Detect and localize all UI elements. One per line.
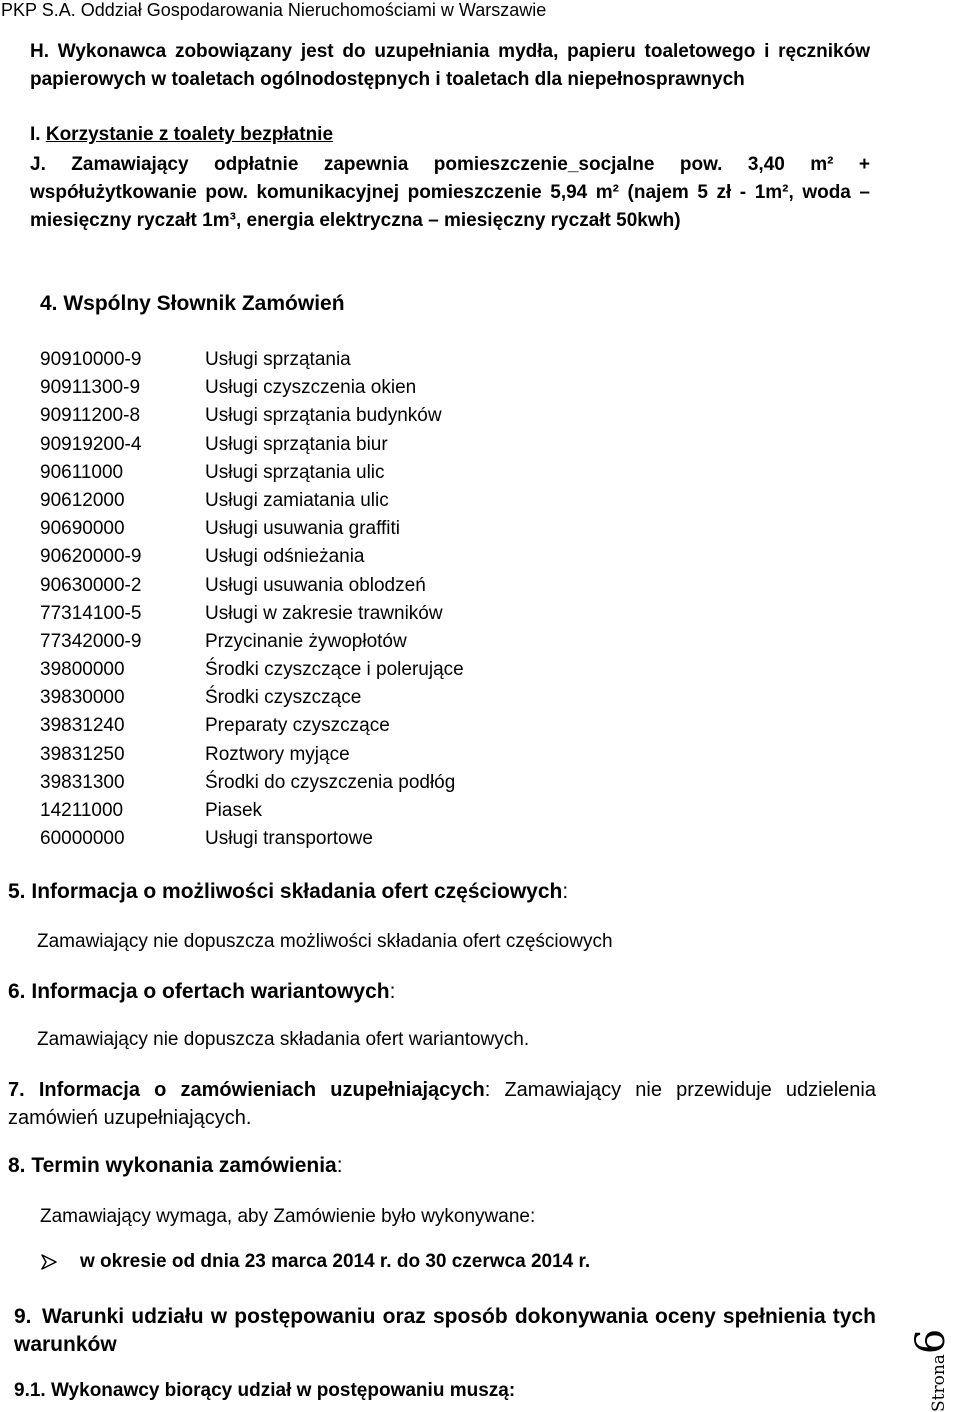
section-7-title: Informacja o zamówieniach uzupełniających [38,1079,485,1101]
cpv-row [40,684,464,712]
section-4-heading: 4. Wspólny Słownik Zamówień [40,292,345,315]
section-h [30,38,870,94]
cpv-row [40,402,464,430]
section-5-num: 5. [8,880,26,903]
section-i-text: Korzystanie z toalety bezpłatnie [45,124,334,145]
page-number-mark [908,1300,960,1412]
cpv-row [40,741,464,769]
section-h-letter: H. [30,41,49,62]
cpv-code: 39830000 [40,687,125,709]
cpv-code: 90911200-8 [40,405,141,427]
section-8-colon: : [336,1154,343,1177]
cpv-code: 39831300 [40,771,125,793]
section-6-colon: : [389,980,396,1003]
section-8-text: Zamawiający wymaga, aby Zamówienie było wykonywane: [40,1206,536,1227]
section-5-text: Zamawiający nie dopuszcza możliwości składania ofert częściowych [37,931,613,952]
cpv-row [40,346,464,374]
cpv-code: 90911300-9 [40,377,141,399]
section-5-colon: : [562,880,569,903]
cpv-code: 90690000 [40,518,125,540]
document-header: PKP S.A. Oddział Gospodarowania Nieruchomościami w Warszawie [1,0,547,20]
section-6-num: 6. [8,980,26,1003]
cpv-label: Usługi czyszczenia okien [205,377,417,399]
section-9-title: Warunki udziału w postępowaniu oraz sposób dokonywania oceny spełnienia tych warunków [14,1305,876,1356]
cpv-label: Usługi zamiatania ulic [205,489,389,511]
cpv-row [40,487,464,515]
section-7-num: 7. [8,1079,25,1101]
cpv-label: Roztwory myjące [205,743,350,765]
cpv-label: Przycinanie żywopłotów [205,630,407,652]
section-8-num: 8. [8,1154,26,1177]
cpv-label: Usługi usuwania oblodzeń [205,574,426,596]
section-i-letter: I. [30,124,41,145]
cpv-label: Usługi odśnieżania [205,546,365,568]
cpv-code: 60000000 [40,828,125,850]
section-5-heading [8,880,568,904]
section-6-title: Informacja o ofertach wariantowych [31,980,390,1003]
section-6-text: Zamawiający nie dopuszcza składania ofert wariantowych. [37,1029,530,1050]
section-9-1-heading: 9.1. Wykonawcy biorący udział w postępowaniu muszą: [14,1380,516,1401]
cpv-row [40,769,464,797]
cpv-code: 39831250 [40,743,125,765]
cpv-code: 90611000 [40,461,124,483]
section-j [30,151,870,235]
cpv-label: Usługi sprzątania ulic [205,461,385,483]
cpv-label: Usługi transportowe [205,828,373,850]
section-h-text: Wykonawca zobowiązany jest do uzupełniania mydła, papieru toaletowego i ręczników papierowych w toaletach ogólnodostępnych i toaletach dla niepełnosprawnych [30,41,871,90]
arrow-bullet-icon [40,1253,58,1271]
cpv-label: Piasek [205,800,263,821]
cpv-code: 90620000-9 [40,546,142,568]
cpv-code: 39831240 [40,715,125,737]
section-j-text: Zamawiający odpłatnie zapewnia pomieszczenie_socjalne pow. 3,40 m² + współużytkowanie pow. komunikacyjnej pomieszczenie 5,94 m² (najem 5 zł - 1m², woda – miesięczny ryczałt 1m³, energia elektryczna – miesięczny ryczałt 50kwh) [30,154,871,231]
section-7-text: : Zamawiający nie przewiduje udzielenia zamówień uzupełniających. [8,1079,876,1129]
cpv-row [40,600,464,628]
cpv-label: Preparaty czyszczące [205,715,390,737]
cpv-row [40,543,464,571]
section-j-letter: J. [30,154,46,175]
cpv-label: Środki czyszczące [205,687,362,709]
cpv-label: Usługi sprzątania budynków [205,405,442,427]
cpv-label: Usługi sprzątania biur [205,433,388,455]
cpv-row [40,572,464,600]
section-8-heading [8,1154,343,1178]
cpv-row [40,628,464,656]
cpv-row [40,374,464,402]
cpv-label: Środki do czyszczenia podłóg [205,771,456,793]
section-5-title: Informacja o możliwości składania ofert częściowych [31,880,563,903]
cpv-code: 90630000-2 [40,574,142,596]
cpv-code: 14211000 [40,800,124,821]
cpv-row [40,515,464,543]
cpv-code-list [40,346,464,853]
cpv-row [40,797,464,825]
page-label: Strona [929,1354,949,1412]
cpv-row [40,656,464,684]
section-9-heading [14,1303,876,1359]
section-8-bullet-text: w okresie od dnia 23 marca 2014 r. do 30 czerwca 2014 r. [80,1251,591,1272]
section-9-num: 9. [14,1305,32,1328]
cpv-code: 90612000 [40,489,125,511]
section-8-title: Termin wykonania zamówienia [31,1154,337,1177]
cpv-row [40,431,464,459]
section-6-heading [8,980,395,1004]
cpv-row [40,459,464,487]
cpv-label: Usługi usuwania graffiti [205,518,401,540]
cpv-code: 90910000-9 [40,349,142,370]
cpv-label: Usługi w zakresie trawników [205,602,443,624]
cpv-row [40,712,464,740]
cpv-row [40,825,464,853]
section-8-bullet [40,1251,590,1273]
cpv-code: 39800000 [40,659,125,681]
cpv-code: 90919200-4 [40,433,142,455]
section-i [30,124,333,146]
section-7 [8,1076,876,1132]
page-number: 6 [908,1328,954,1355]
cpv-code: 77314100-5 [40,602,142,624]
cpv-label: Środki czyszczące i polerujące [205,659,464,681]
cpv-label: Usługi sprzątania [205,349,351,370]
cpv-code: 77342000-9 [40,630,142,652]
